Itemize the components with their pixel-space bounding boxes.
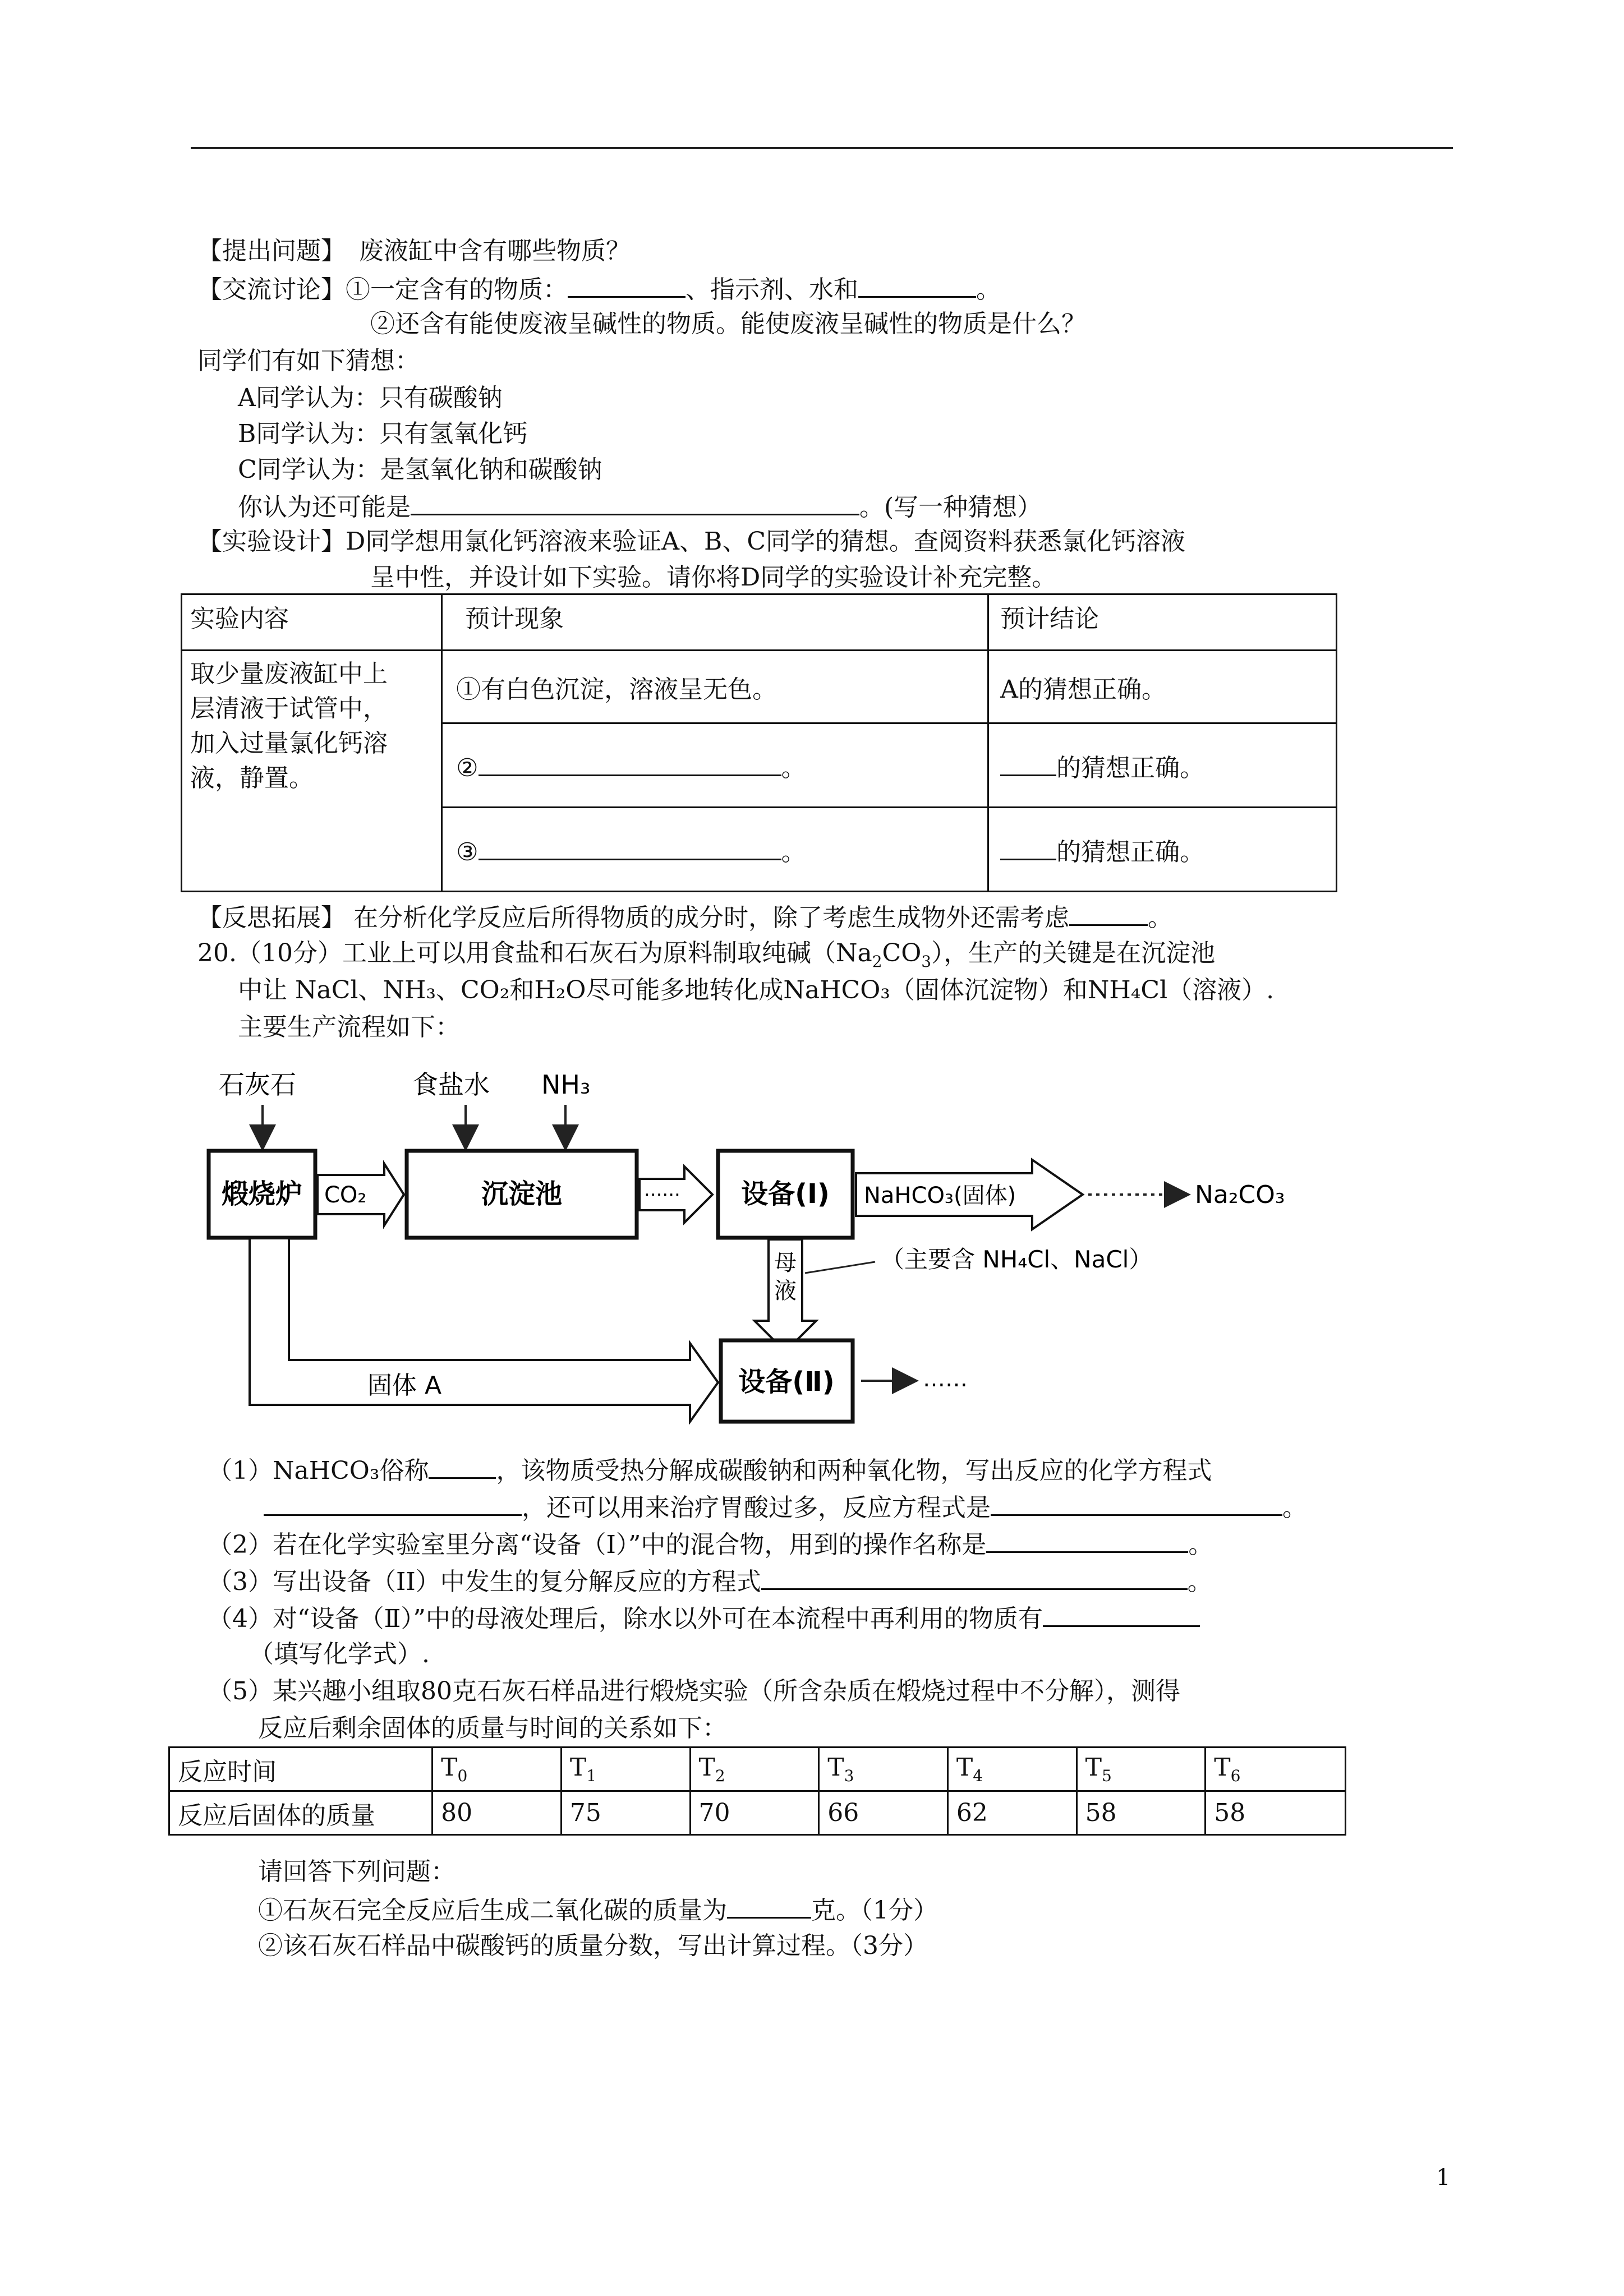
q1-text: ，该物质受热分解成碳酸钠和两种氧化物，写出反应的化学方程式 [496, 1456, 1212, 1485]
q20-text: ），生产的关键是在沉淀池 [931, 939, 1216, 967]
row-end: 。 [781, 753, 806, 782]
time-cell: $T_1$ [561, 1748, 690, 1791]
q5-line-2: 反应后剩余固体的质量与时间的关系如下： [258, 1714, 727, 1742]
answer-1-text: ①石灰石完全反应后生成二氧化碳的质量为 [258, 1896, 727, 1925]
q20-line-2: 中让 NaCl、NH₃、CO₂和H₂O尽可能多地转化成NaHCO₃（固体沉淀物）和NH₄Cl（溶液）. [238, 976, 1275, 1004]
answer-2-line: ②该石灰石样品中碳酸钙的质量分数，写出计算过程。（3分） [258, 1931, 928, 1960]
q1-line-2 [264, 1490, 1307, 1525]
conclusion-blank[interactable] [1000, 834, 1056, 860]
time-cell: $T_3$ [819, 1748, 948, 1791]
conclusion-cell: A的猜想正确。 [988, 651, 1337, 723]
time-cell: $T_4$ [947, 1748, 1076, 1791]
q3-text: 。 [1187, 1567, 1212, 1596]
guess-d-text: 。(写一种猜想） [859, 493, 1042, 522]
q1-text: 。 [1282, 1493, 1307, 1522]
section-label: 【交流讨论】 [197, 275, 346, 304]
time-cell: $T_2$ [690, 1748, 819, 1791]
q1-line-1 [208, 1453, 1212, 1488]
q3-text: （3）写出设备（II）中发生的复分解反应的方程式 [208, 1567, 761, 1596]
precipitation-tank-label: 沉淀池 [481, 1178, 563, 1210]
answer-blank[interactable] [568, 271, 686, 298]
q20-text: 20.（10分）工业上可以用食盐和石灰石为原料制取纯碱（Na [197, 939, 872, 967]
q20-text: CO [882, 939, 922, 967]
q1-text: ，还可以用来治疗胃酸过多，反应方程式是 [522, 1493, 991, 1522]
mass-cell: 66 [819, 1791, 948, 1835]
row-label-time: 反应时间 [169, 1748, 433, 1791]
guess-blank[interactable] [411, 489, 859, 515]
section-label: 【提出问题】 [197, 237, 346, 265]
q4-line-2: （填写化学式）. [249, 1640, 430, 1668]
mother-liquor-note: （主要含 NH₄Cl、NaCl） [881, 1246, 1153, 1273]
brine-label: 食盐水 [412, 1069, 490, 1100]
reflection-end: 。 [1147, 903, 1172, 932]
time-cell: $T_0$ [433, 1748, 562, 1791]
row-label-mass: 反应后固体的质量 [169, 1791, 433, 1835]
guess-a: A同学认为：只有碳酸钠 [238, 384, 503, 412]
q5-line-1: （5）某兴趣小组取80克石灰石样品进行煅烧实验（所含杂质在煅烧过程中不分解），测得 [208, 1677, 1180, 1705]
design-line-1: 【实验设计】D同学想用氯化钙溶液来验证A、B、C同学的猜想。查阅资料获悉氯化钙溶液 [197, 527, 1186, 556]
phenomenon-blank[interactable] [479, 750, 781, 776]
table-header: 预计结论 [988, 594, 1337, 651]
discussion-text: 、指示剂、水和 [686, 275, 858, 304]
content-line: 液，静置。 [190, 764, 314, 792]
q2-text: （2）若在化学实验室里分离“设备（I）”中的混合物，用到的操作名称是 [208, 1530, 987, 1559]
note-pointer [805, 1262, 875, 1273]
mass-cell: 58 [1076, 1791, 1206, 1835]
calciner-label: 煅烧炉 [221, 1178, 303, 1210]
reflection-text: 【反思拓展】 在分析化学反应后所得物质的成分时，除了考虑生成物外还需考虑 [197, 903, 1069, 932]
row-end: 。 [781, 837, 806, 866]
solid-a-arrow [250, 1239, 718, 1422]
phenomenon-cell: ①有白色沉淀，溶液呈无色。 [442, 651, 988, 723]
table-header: 实验内容 [182, 594, 442, 651]
equipment-1-label: 设备(Ⅰ) [741, 1178, 830, 1210]
mass-cell: 58 [1206, 1791, 1346, 1835]
content-line: 层清液于试管中， [190, 694, 388, 723]
solid-a-label: 固体 A [367, 1371, 442, 1400]
conclusion-text: 的猜想正确。 [1056, 837, 1205, 866]
page-number: 1 [1436, 2165, 1451, 2191]
co2-label: CO₂ [324, 1182, 367, 1208]
discussion-text: ①一定含有的物质： [346, 275, 568, 304]
answer-blank[interactable] [264, 1490, 522, 1516]
q2-text: 。 [1188, 1530, 1213, 1559]
content-line: 加入过量氯化钙溶 [190, 729, 388, 758]
answer-blank[interactable] [727, 1892, 811, 1919]
answer-blank[interactable] [1043, 1601, 1200, 1627]
q20-line-3: 主要生产流程如下： [238, 1013, 460, 1041]
question-text: 废液缸中含有哪些物质？ [359, 237, 631, 265]
answer-1-text: 克。（1分） [811, 1896, 938, 1925]
q4-line-1 [208, 1601, 1200, 1636]
nahco3-label: NaHCO₃(固体) [864, 1183, 1016, 1209]
production-flow-diagram [191, 1054, 1436, 1424]
conclusion-cell [988, 808, 1337, 892]
row-marker: ② [456, 753, 479, 782]
reflection-line [197, 900, 1172, 935]
q20-line-1: 20.（10分）工业上可以用食盐和石灰石为原料制取纯碱$(Na_2CO_3)$，生产的关键是在沉淀池 [197, 939, 1216, 971]
row-marker: ③ [456, 837, 479, 866]
mother-liquor-char-1: 母 [774, 1250, 797, 1276]
table-header: 预计现象 [442, 594, 988, 651]
guess-b: B同学认为：只有氢氧化钙 [238, 419, 528, 448]
reflection-blank[interactable] [1069, 900, 1148, 926]
mass-time-table [168, 1746, 1346, 1836]
answer-blank[interactable] [429, 1453, 496, 1479]
transfer-dots: ······ [644, 1184, 680, 1206]
mother-liquor-char-2: 液 [774, 1278, 797, 1304]
time-cell: $T_6$ [1206, 1748, 1346, 1791]
content-line: 取少量废液缸中上 [190, 660, 388, 688]
phenomenon-blank[interactable] [479, 834, 781, 860]
q4-text: （4）对“设备（Ⅱ）”中的母液处理后，除水以外可在本流程中再利用的物质有 [208, 1605, 1043, 1633]
q3-line [208, 1564, 1212, 1599]
mass-cell: 80 [433, 1791, 562, 1835]
ask-question-line [197, 234, 631, 268]
design-line-2: 呈中性，并设计如下实验。请你将D同学的实验设计补充完整。 [370, 563, 1057, 592]
mass-cell: 70 [690, 1791, 819, 1835]
discussion-line-2: ②还含有能使废液呈碱性的物质。能使废液呈碱性的物质是什么？ [370, 310, 1086, 338]
ammonia-label: NH₃ [541, 1069, 591, 1100]
equipment-2-label: 设备(Ⅱ) [738, 1366, 835, 1398]
answer-blank[interactable] [761, 1564, 1188, 1590]
sodium-carbonate-label: Na₂CO₃ [1195, 1181, 1285, 1209]
q2-line [208, 1527, 1213, 1562]
phenomenon-cell [442, 808, 988, 892]
guess-intro: 同学们有如下猜想： [197, 347, 420, 375]
answer-blank[interactable] [991, 1490, 1282, 1516]
time-cell: $T_5$ [1076, 1748, 1206, 1791]
mass-cell: 62 [947, 1791, 1076, 1835]
discussion-line-1 [197, 271, 1001, 307]
phenomenon-cell [442, 723, 988, 808]
header-rule [191, 147, 1453, 149]
guess-d-text: 你认为还可能是 [238, 493, 411, 522]
conclusion-blank[interactable] [1000, 750, 1056, 776]
discussion-text: 。 [976, 275, 1001, 304]
experiment-content-cell [182, 651, 442, 892]
answer-intro: 请回答下列问题： [258, 1857, 456, 1886]
mass-cell: 75 [561, 1791, 690, 1835]
guess-d-line [238, 489, 1042, 524]
limestone-label: 石灰石 [219, 1069, 296, 1100]
q1-text: （1）NaHCO₃俗称 [208, 1456, 429, 1485]
answer-blank[interactable] [986, 1527, 1188, 1553]
experiment-table [181, 593, 1337, 892]
conclusion-text: 的猜想正确。 [1056, 753, 1205, 782]
guess-c: C同学认为：是氢氧化钠和碳酸钠 [238, 455, 602, 484]
answer-blank[interactable] [858, 271, 976, 298]
answer-1-line [258, 1892, 938, 1928]
equipment-2-output-dots: …… [923, 1366, 968, 1392]
conclusion-cell [988, 723, 1337, 808]
